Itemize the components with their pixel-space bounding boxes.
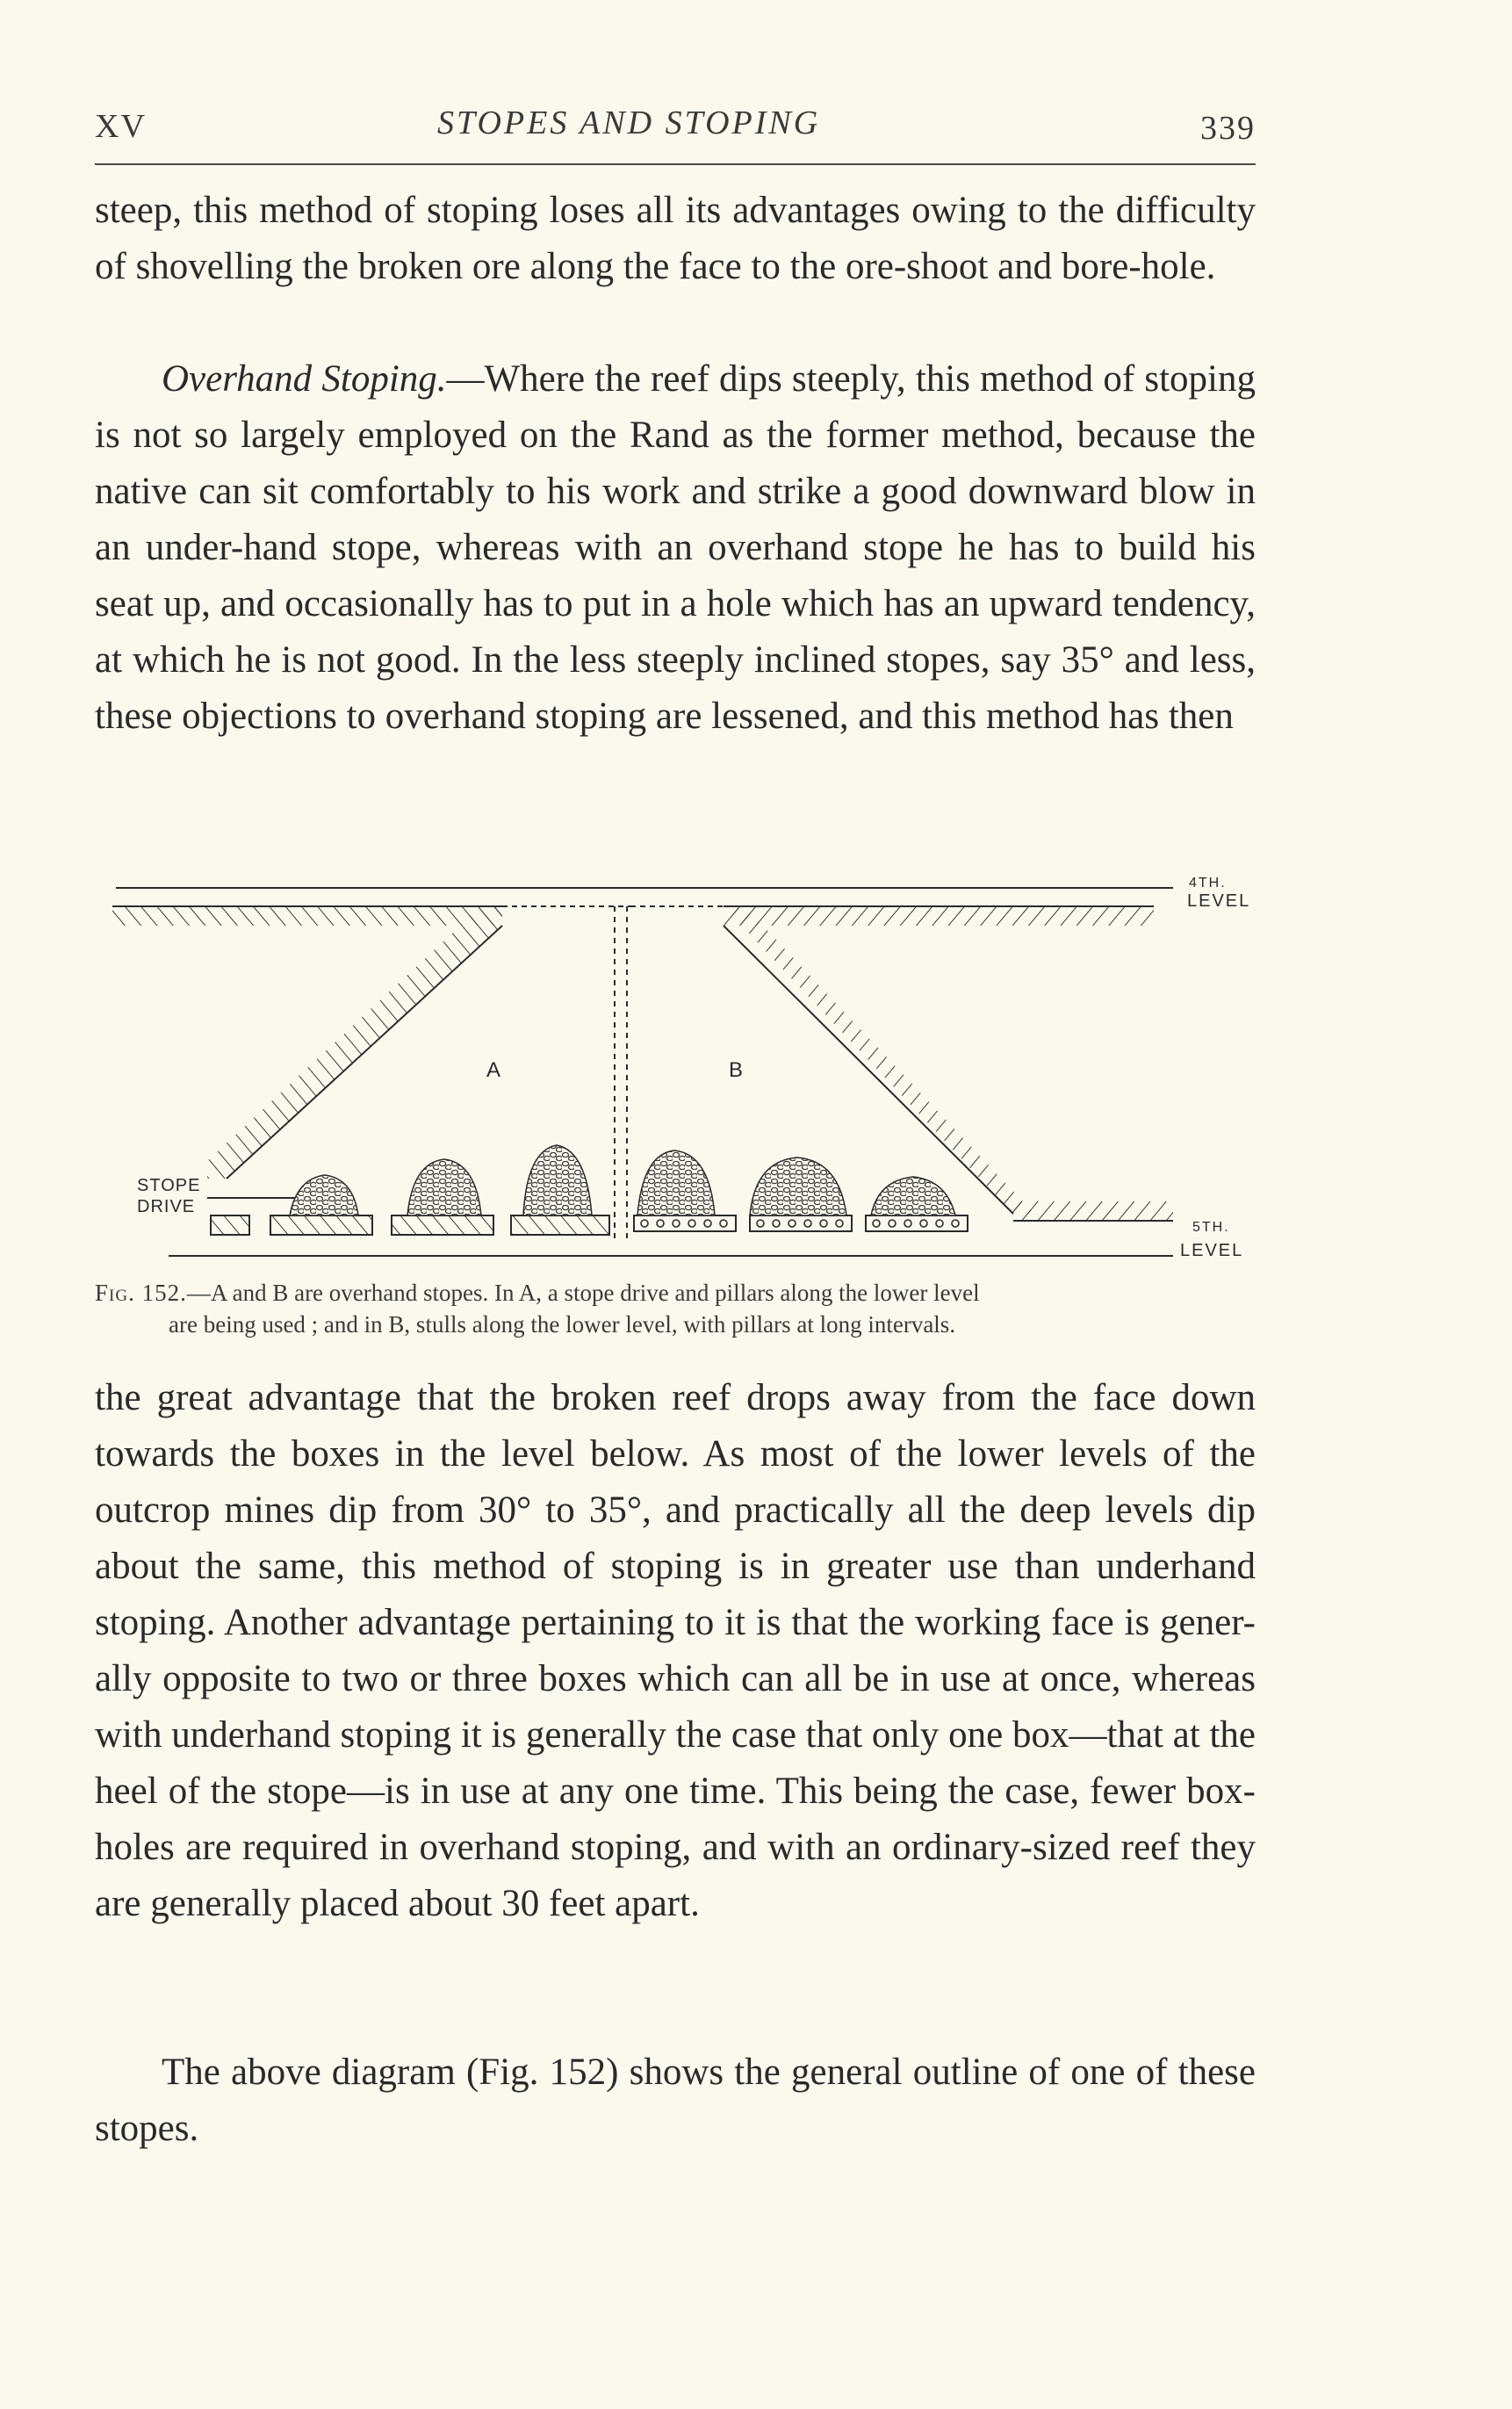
label-4th-level-a: 4TH. bbox=[1189, 876, 1227, 891]
label-stope-a: A bbox=[486, 1058, 501, 1082]
section-heading-italic: Overhand Stoping. bbox=[162, 358, 447, 400]
page-number: 339 bbox=[1200, 110, 1256, 147]
paragraph-diagram-text: The above diagram (Fig. 152) shows the general outline of one of these stopes. bbox=[95, 2052, 1256, 2149]
pillar-a-1 bbox=[270, 1215, 372, 1235]
ore-heap-a-3 bbox=[523, 1145, 592, 1215]
page-header bbox=[95, 98, 1256, 151]
label-5th-level-b: LEVEL bbox=[1180, 1241, 1244, 1260]
pillar-a-2 bbox=[392, 1215, 493, 1235]
paragraph-continued: steep, this method of stoping loses all its advantages owing to the difficulty of shovelling the broken ore along the face to the ore-shoot and bore-hole. bbox=[95, 190, 1256, 287]
fourth-level-hatch-left bbox=[112, 906, 502, 926]
caption-line-2: are being used ; and in B, stulls along the lower level, with pillars at long intervals. bbox=[169, 1311, 956, 1338]
fifth-level-hatch-right bbox=[1013, 1201, 1173, 1221]
chapter-number: XV bbox=[95, 108, 147, 145]
fourth-level-hatch-right bbox=[724, 906, 1154, 926]
paragraph-advantages: the great advantage that the broken reef drops away from the face down towards the boxes in the level below. As most of the lower levels of the outcrop mines dip from 30° to 35°, and practically all the deep levels dip about the same, this method of stoping is in greater use than underhand stoping. Another advantage pertaining to it is that the working face is gener-ally opposite to two or three boxes which can all be in use at once, whereas with underhand stoping it is generally the case that only one box—that at the heel of the stope—is in use at any one time. This being the case, fewer box-holes are required in overhand stoping, and with an ordinary-sized reef they are generally placed about 30 feet apart. bbox=[95, 1377, 1256, 1924]
running-title: STOPES AND STOPING bbox=[437, 105, 821, 141]
figure-152-diagram bbox=[95, 871, 1256, 1284]
paragraph-overhand-body: —Where the reef dips steeply, this method of stoping is not so largely employed on the Rand as the former method, because the native can sit comfortably to his work and strike a good downward blow in an under-hand stope, whereas with an overhand stope he has to build his seat up, and occasionally has to put in a hole which has an upward tendency, at which he is not good. In the less steeply inclined stopes, say 35° and less, these objections to overhand stoping are lessened, and this method has then bbox=[95, 358, 1256, 737]
caption-figure-label: Fig. 152. bbox=[95, 1280, 187, 1306]
label-drive: DRIVE bbox=[137, 1197, 196, 1216]
label-5th-level-a: 5TH. bbox=[1192, 1220, 1230, 1235]
ore-heap-a-1 bbox=[290, 1175, 358, 1215]
ore-heap-b-3 bbox=[871, 1177, 955, 1215]
label-stope-b: B bbox=[729, 1058, 744, 1082]
paragraph-overhand-stoping bbox=[95, 351, 1256, 745]
pillar-a-3 bbox=[511, 1215, 609, 1235]
figure-caption bbox=[95, 1277, 1256, 1340]
ore-heap-b-2 bbox=[750, 1158, 846, 1215]
header-rule bbox=[95, 163, 1256, 165]
ore-heap-b-1 bbox=[637, 1150, 715, 1215]
ore-heap-a-2 bbox=[407, 1159, 481, 1215]
label-stope: STOPE bbox=[137, 1176, 201, 1195]
paragraph-diagram-reference bbox=[95, 2045, 1256, 2157]
caption-line-1: —A and B are overhand stopes. In A, a stope drive and pillars along the lower level bbox=[186, 1280, 980, 1306]
label-4th-level-b: LEVEL bbox=[1187, 891, 1251, 911]
stope-a-wall-hatch bbox=[207, 906, 502, 1179]
